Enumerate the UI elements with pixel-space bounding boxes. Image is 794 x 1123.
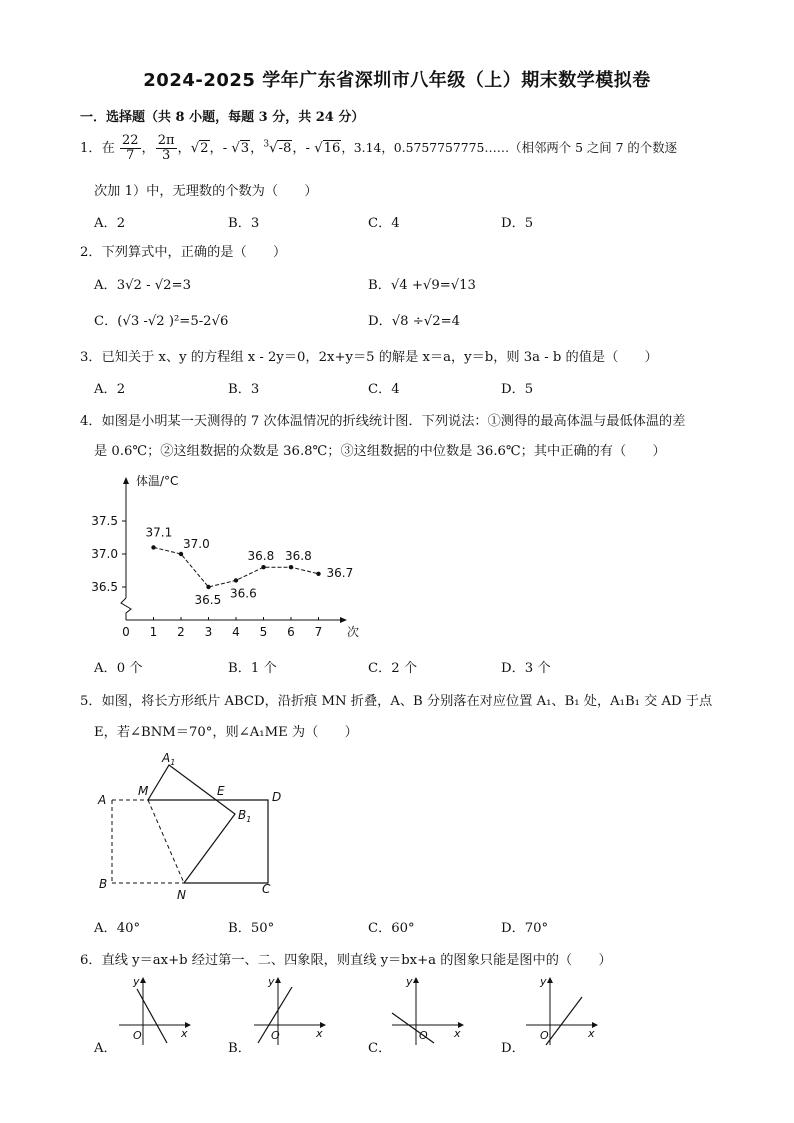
q3-option-b[interactable]: B．3 — [228, 382, 260, 397]
q5-option-d[interactable]: D．70° — [501, 921, 549, 936]
svg-text:O: O — [419, 1029, 428, 1042]
label-a1: $A_1$ — [162, 751, 176, 767]
q4-option-a[interactable]: A．0 个 — [94, 661, 143, 676]
q1-line1: 1．在 $\frac{22}{7}$ ， $\frac{2\pi}{3}$ ，√2，- √3，$^3$√-8，- √16，3.14，0.5757757775……（相邻两个 5 之间 7 的个数逐 — [80, 133, 677, 163]
q5-option-b[interactable]: B．50° — [228, 921, 275, 936]
page-title: 2024-2025 学年广东省深圳市八年级（上）期末数学模拟卷 — [143, 70, 651, 91]
chart-x-axis-arrow — [340, 617, 347, 623]
label-c: C — [262, 882, 271, 896]
svg-text:O: O — [133, 1029, 142, 1042]
q6-graph-a — [115, 975, 195, 1047]
chart-x-tick-label: 0 — [122, 625, 130, 639]
svg-text:O: O — [271, 1029, 280, 1042]
temperature-line-chart — [90, 470, 380, 645]
chart-x-tick-label: 4 — [232, 625, 240, 639]
label-b: B — [99, 877, 108, 891]
q6-graph-c — [388, 975, 468, 1047]
chart-data-point — [234, 578, 238, 582]
q1-line2: 次加 1）中，无理数的个数为（ ） — [94, 184, 318, 199]
q4-line2: 是 0.6℃；②这组数据的众数是 36.8℃；③这组数据的中位数是 36.6℃；其中正确的有（ ） — [94, 444, 666, 459]
q6-graph-d — [522, 975, 602, 1047]
q5-line1: 5．如图，将长方形纸片 ABCD，沿折痕 MN 折叠，A、B 分别落在对应位置 A₁、B₁ 处，A₁B₁ 交 AD 于点 — [80, 694, 713, 709]
svg-text:x: x — [316, 1027, 323, 1040]
q1-prefix: 1．在 — [80, 141, 115, 156]
chart-x-tick-label: 1 — [149, 625, 158, 639]
chart-data-label: 36.6 — [230, 586, 257, 601]
chart-data-point — [179, 552, 183, 556]
chart-data-point — [316, 572, 320, 576]
chart-data-label: 36.7 — [326, 565, 354, 580]
svg-text:y: y — [268, 975, 275, 988]
chart-x-tick-label: 2 — [177, 625, 185, 639]
svg-text:y: y — [540, 975, 547, 988]
q5-line2: E，若∠BNM＝70°，则∠A₁ME 为（ ） — [94, 725, 358, 740]
q6-option-d[interactable]: D． — [501, 1041, 525, 1056]
svg-text:y: y — [406, 975, 413, 988]
chart-data-label: 36.8 — [285, 549, 312, 564]
label-m: M — [138, 784, 149, 798]
q6-graph-b — [250, 975, 330, 1047]
chart-y-axis-label: 体温/°C — [136, 474, 179, 488]
q3-option-c[interactable]: C．4 — [368, 382, 400, 397]
q3-option-d[interactable]: D．5 — [501, 382, 534, 397]
q1-option-a[interactable]: A．2 — [94, 216, 126, 231]
q3-option-a[interactable]: A．2 — [94, 382, 126, 397]
svg-text:y: y — [133, 975, 140, 988]
q2-option-b[interactable]: B．√4 +√9=√13 — [368, 278, 476, 293]
svg-text:x: x — [454, 1027, 461, 1040]
folded-flap — [148, 765, 235, 883]
q1-option-d[interactable]: D．5 — [501, 216, 534, 231]
svg-text:x: x — [181, 1027, 188, 1040]
chart-y-tick-label: 36.5 — [91, 580, 118, 594]
label-a: A — [98, 793, 107, 807]
chart-x-tick-label: 6 — [287, 625, 295, 639]
q6-stem: 6．直线 y＝ax+b 经过第一、二、四象限，则直线 y＝bx+a 的图象只能是图中的（ ） — [80, 953, 612, 968]
chart-data-label: 36.8 — [247, 549, 275, 564]
chart-data-point — [206, 585, 210, 589]
chart-x-tick-label: 3 — [204, 625, 213, 639]
graph-d-line — [546, 997, 582, 1045]
chart-y-tick-label: 37.5 — [91, 514, 118, 528]
chart-data-label: 37.0 — [183, 537, 210, 551]
q4-option-c[interactable]: C．2 个 — [368, 661, 418, 676]
svg-text:x: x — [588, 1027, 595, 1040]
chart-data-point — [151, 545, 155, 549]
chart-data-point — [289, 565, 293, 569]
label-d: D — [272, 790, 282, 804]
chart-data-label: 36.5 — [194, 593, 222, 607]
chart-data-label: 37.1 — [145, 525, 173, 540]
q1-frac-22-7: $\frac{22}{7}$ — [121, 133, 139, 163]
label-b1: $B_1$ — [238, 808, 252, 824]
q1-option-c[interactable]: C．4 — [368, 216, 400, 231]
label-n: N — [177, 888, 186, 902]
section-heading: 一．选择题（共 8 小题，每题 3 分，共 24 分） — [80, 110, 365, 125]
chart-x-axis-label: 次 — [347, 625, 360, 639]
q5-option-c[interactable]: C．60° — [368, 921, 415, 936]
q2-option-a[interactable]: A．3√2 - √2=3 — [94, 278, 191, 293]
folded-rectangle-figure — [90, 748, 300, 908]
q6-option-c[interactable]: C． — [368, 1041, 392, 1056]
q6-option-a[interactable]: A． — [94, 1041, 117, 1056]
label-e: E — [217, 784, 225, 798]
q4-line1: 4．如图是小明某一天测得的 7 次体温情况的折线统计图．下列说法：①测得的最高体温与最低体温的差 — [80, 414, 686, 429]
q4-option-b[interactable]: B．1 个 — [228, 661, 277, 676]
chart-marks — [146, 525, 354, 607]
q4-option-d[interactable]: D．3 个 — [501, 661, 551, 676]
q1-option-b[interactable]: B．3 — [228, 216, 260, 231]
q2-option-d[interactable]: D．√8 ÷√2=4 — [368, 314, 461, 329]
q1-frac-2pi-3: $\frac{2\pi}{3}$ — [157, 133, 175, 163]
q2-stem: 2．下列算式中，正确的是（ ） — [80, 245, 287, 260]
chart-y-axis-arrow — [123, 477, 129, 484]
chart-y-tick-label: 37.0 — [91, 547, 118, 561]
q6-option-b[interactable]: B． — [228, 1041, 251, 1056]
chart-data-point — [261, 565, 265, 569]
svg-text:O: O — [540, 1029, 549, 1042]
graph-c-line — [392, 1013, 434, 1043]
q2-option-c[interactable]: C．(√3 -√2 )²=5-2√6 — [94, 314, 229, 329]
chart-x-tick-label: 5 — [259, 625, 268, 639]
crease-mn-dashed — [148, 800, 184, 883]
q3-stem: 3．已知关于 x、y 的方程组 x - 2y＝0，2x+y＝5 的解是 x＝a，y＝b，则 3a - b 的值是（ ） — [80, 350, 658, 365]
chart-axis-break — [121, 598, 131, 620]
chart-x-tick-label: 7 — [314, 625, 323, 639]
q5-option-a[interactable]: A．40° — [94, 921, 141, 936]
